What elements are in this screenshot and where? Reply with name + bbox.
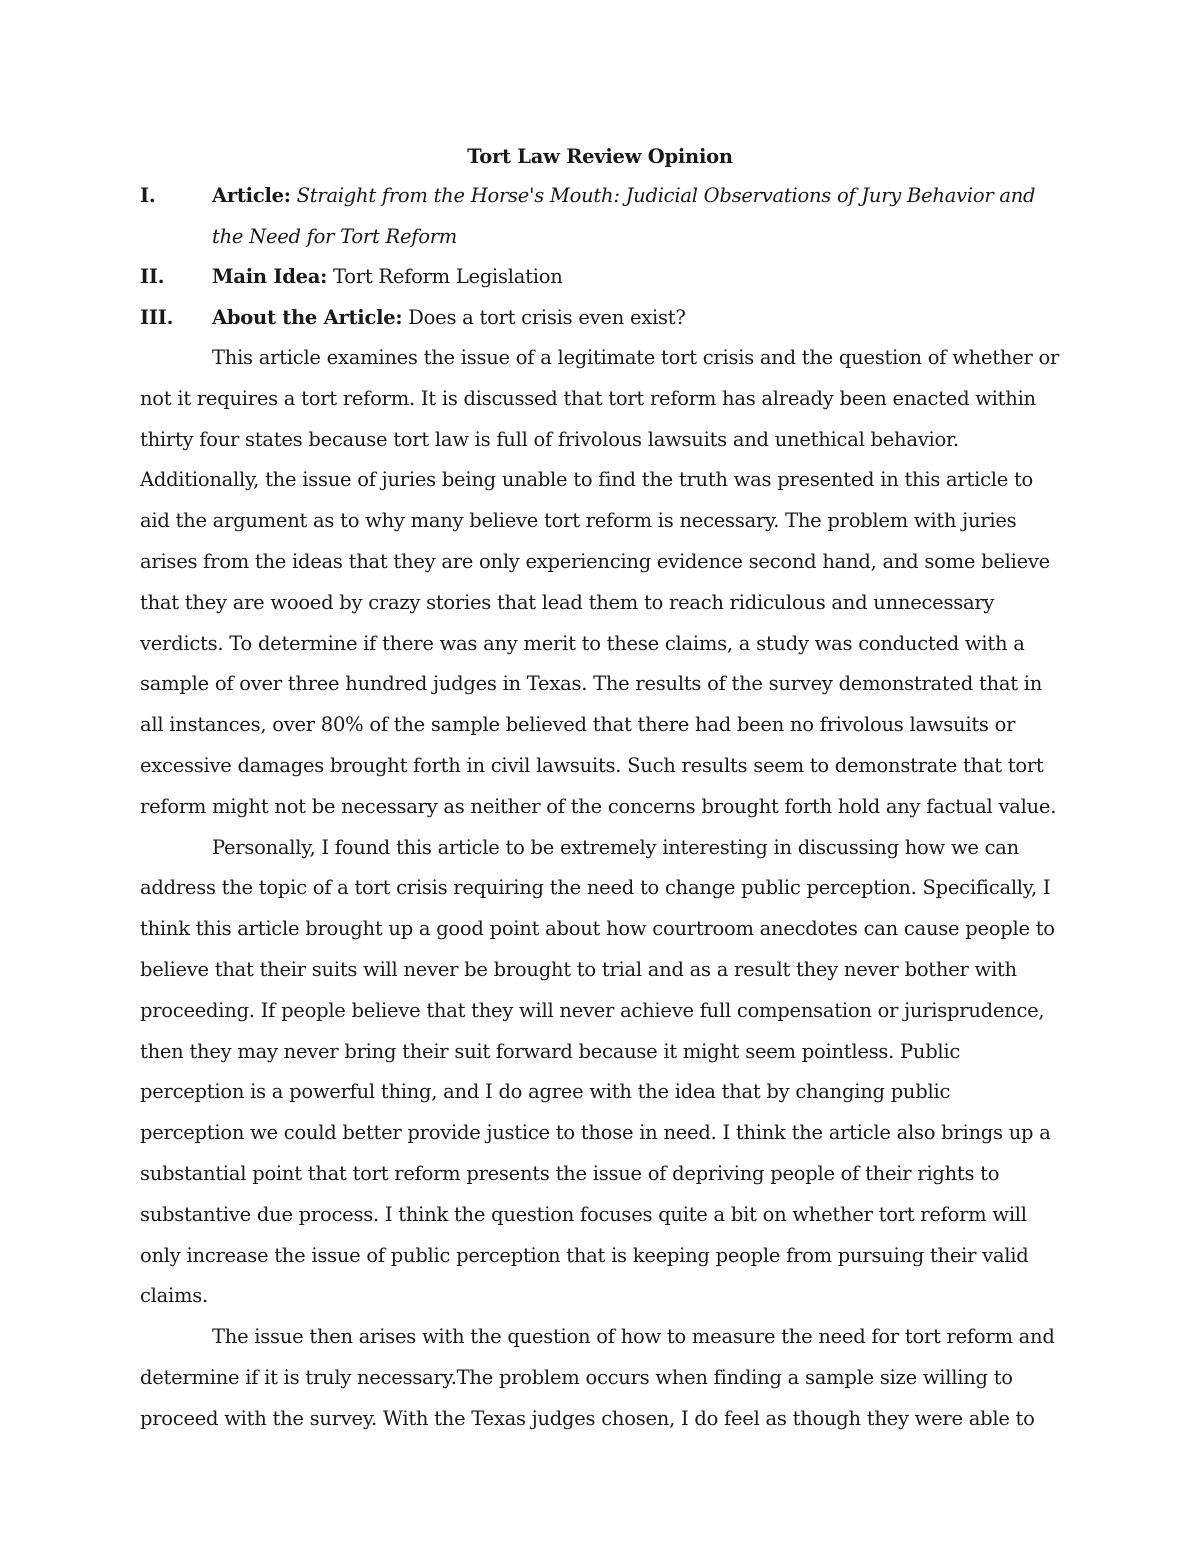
outline-numeral: II.	[140, 265, 165, 288]
outline-numeral: I.	[140, 184, 156, 207]
body-paragraph: The issue then arises with the question of how to measure the need for tort reform and determine if it is truly necessary.The problem occurs when finding a sample size willing to proceed with the survey. With the Texas judges chosen, I do feel as though they were able to	[140, 1325, 1055, 1430]
outline-content	[212, 176, 1060, 258]
document-title: Tort Law Review Opinion	[467, 145, 733, 168]
body-paragraph: This article examines the issue of a legitimate tort crisis and the question of whether or not it requires a tort reform. It is discussed that tort reform has already been enacted within thirty four states because tort law is full of frivolous lawsuits and unethical behavior. Additionally, the issue of juries being unable to find the truth was presented in this article to aid the argument as to why many believe tort reform is necessary. The problem with juries arises from the ideas that they are only experiencing evidence second hand, and some believe that they are wooed by crazy stories that lead them to reach ridiculous and unnecessary verdicts. To determine if there was any merit to these claims, a study was conducted with a sample of over three hundred judges in Texas. The results of the survey demonstrated that in all instances, over 80% of the sample believed that there had been no frivolous lawsuits or excessive damages brought forth in civil lawsuits. Such results seem to demonstrate that tort reform might not be necessary as neither of the concerns brought forth hold any factual value.	[140, 346, 1060, 818]
about-text: Does a tort crisis even exist?	[408, 306, 686, 329]
outline-content	[212, 257, 1060, 298]
outline-label: Main Idea:	[212, 265, 328, 288]
body-paragraph: Personally, I found this article to be extremely interesting in discussing how we can address the topic of a tort crisis requiring the need to change public perception. Specifically, I think this article brought up a good point about how courtroom anecdotes can cause people to believe that their suits will never be brought to trial and as a result they never bother with proceeding. If people believe that they will never achieve full compensation or jurisprudence, then they may never bring their suit forward because it might seem pointless. Public perception is a powerful thing, and I do agree with the idea that by changing public perception we could better provide justice to those in need. I think the article also brings up a substantial point that tort reform presents the issue of depriving people of their rights to substantive due process. I think the question focuses quite a bit on whether tort reform will only increase the issue of public perception that is keeping people from pursuing their valid claims.	[140, 835, 1055, 1308]
article-title: Straight from the Horse's Mouth: Judicial Observations of Jury Behavior and the Need for Tort Reform	[212, 184, 1036, 248]
outline-content	[212, 298, 1060, 339]
main-idea-text: Tort Reform Legislation	[333, 265, 563, 288]
outline-label: About the Article:	[212, 306, 403, 329]
outline-label: Article:	[212, 184, 291, 207]
outline-numeral: III.	[140, 306, 174, 329]
body-text	[140, 338, 1060, 1440]
